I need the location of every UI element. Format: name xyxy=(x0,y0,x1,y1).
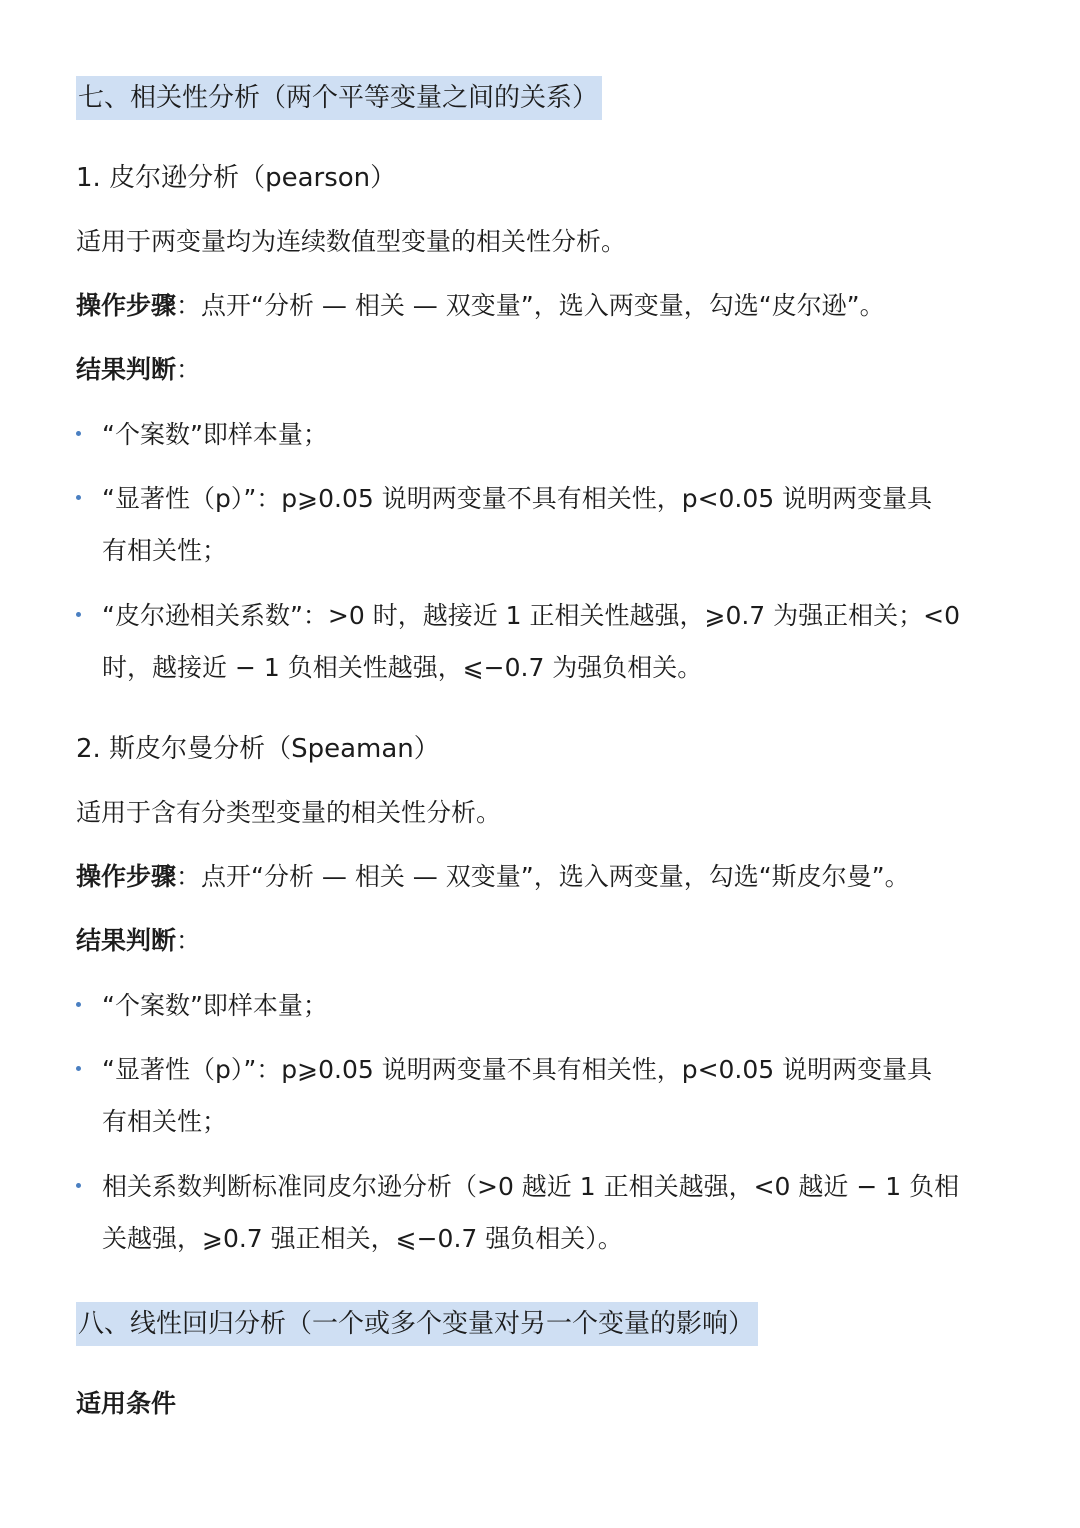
pearson-heading: 1. 皮尔逊分析（pearson） xyxy=(76,163,397,193)
bullet-icon xyxy=(76,612,81,617)
list-item-text: 相关系数判断标准同皮尔逊分析（>0 越近 1 正相关越强，<0 越近 − 1 负相 关越强，⩾0.7 强正相关，⩽−0.7 强负相关）。 xyxy=(102,1172,960,1253)
result-colon: ： xyxy=(176,355,202,384)
bullet-icon xyxy=(76,1183,81,1188)
bullet-icon xyxy=(76,1066,81,1071)
bullet-icon xyxy=(76,1002,81,1007)
pearson-steps xyxy=(76,288,885,324)
bullet-icon xyxy=(76,495,81,500)
list-item-text: “显著性（p）”：p⩾0.05 说明两变量不具有相关性，p<0.05 说明两变量具 有相关性； xyxy=(102,1055,933,1136)
section-8-heading: 八、线性回归分析（一个或多个变量对另一个变量的影响） xyxy=(76,1302,758,1346)
bullet-icon xyxy=(76,431,81,436)
spearman-result-heading xyxy=(76,923,201,959)
steps-text: ：点开“分析 — 相关 — 双变量”，选入两变量，勾选“皮尔逊”。 xyxy=(176,291,885,320)
result-colon: ： xyxy=(176,926,202,955)
steps-text: ：点开“分析 — 相关 — 双变量”，选入两变量，勾选“斯皮尔曼”。 xyxy=(176,862,910,891)
result-label: 结果判断 xyxy=(76,355,177,384)
spearman-heading: 2. 斯皮尔曼分析（Speaman） xyxy=(76,734,440,764)
conditions-heading: 适用条件 xyxy=(76,1389,177,1418)
spearman-steps xyxy=(76,859,910,895)
list-item-text: “皮尔逊相关系数”：>0 时，越接近 1 正相关性越强，⩾0.7 为强正相关；<0 时，越接近 − 1 负相关性越强，⩽−0.7 为强负相关。 xyxy=(102,601,961,682)
list-item-text: “显著性（p）”：p⩾0.05 说明两变量不具有相关性，p<0.05 说明两变量具 有相关性； xyxy=(102,484,933,565)
pearson-applicable: 适用于两变量均为连续数值型变量的相关性分析。 xyxy=(76,227,627,256)
steps-label: 操作步骤 xyxy=(76,862,177,891)
list-item-text: “个案数”即样本量； xyxy=(102,420,328,449)
spearman-applicable: 适用于含有分类型变量的相关性分析。 xyxy=(76,798,502,827)
steps-label: 操作步骤 xyxy=(76,291,177,320)
pearson-result-heading xyxy=(76,352,201,388)
result-label: 结果判断 xyxy=(76,926,177,955)
list-item-text: “个案数”即样本量； xyxy=(102,991,328,1020)
section-7-heading: 七、相关性分析（两个平等变量之间的关系） xyxy=(76,76,602,120)
